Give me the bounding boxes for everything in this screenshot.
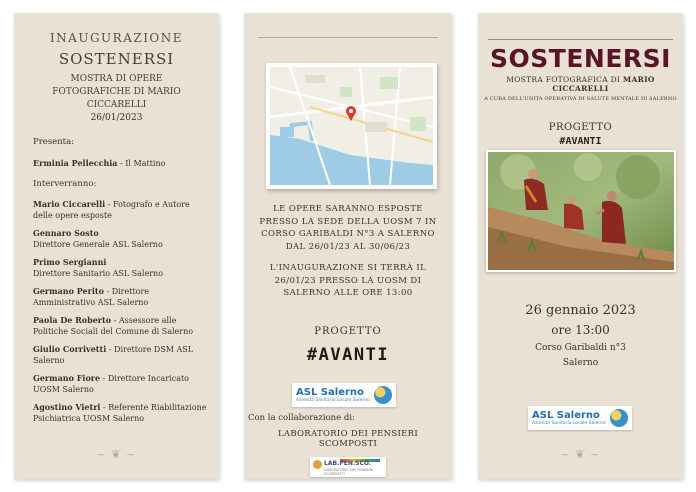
inaugurazione-heading: INAUGURAZIONE [49,31,184,45]
divider [258,37,438,38]
avanti-hashtag: #AVANTI [306,345,390,365]
speaker-item [33,344,211,366]
speaker-item [33,402,211,424]
asl-name-2: Salerno [553,409,600,421]
cover-subtitle [478,75,683,93]
lab-logo-text: LAB.PEN.SCO. [324,460,372,467]
speaker-list [33,199,219,424]
presenter [33,158,219,168]
progetto-label: PROGETTO [314,326,382,337]
progetto-label: PROGETTO [548,122,613,133]
speaker-item [33,315,211,337]
speaker-role: - Fotografo e Autore delle opere esposte [33,200,190,220]
speaker-name: Giulio Corrivetti [33,344,107,354]
event-time: ore 13:00 [551,323,610,337]
monks-photo [486,150,676,272]
collab-name: LABORATORIO DEI PENSIERI SCOMPOSTI [277,429,419,449]
presenter-name: Erminia Pellecchia [33,158,118,168]
collaboration [248,413,448,449]
asl-subtitle: Azienda Sanitaria Locale Salerno [532,420,606,426]
swirl-ornament-icon: ~ ❦ ~ [96,448,137,461]
intervengono-label: Interverranno: [33,179,97,189]
photo-graphic [488,152,674,270]
asl-name-1: ASL [532,409,554,421]
speaker-name: Mario Ciccarelli [33,199,106,209]
left-panel [14,13,219,479]
inauguration-text: L'INAUGURAZIONE SI TERRÀ IL 26/01/23 PRESSO LA UOSM DI SALERNO ALLE ORE 13:00 [269,263,427,298]
speaker-role: - Assessore alle Politiche Sociali del Comune di Salerno [33,316,194,336]
swirl-ornament-icon: ~ ❦ ~ [560,448,601,461]
cover-title: SOSTENERSI [490,44,671,73]
speaker-role: - Referente Riabilitazione Psichiatrica UOSM Salerno [33,403,207,423]
exhibition-subtitle: MOSTRA DI OPERE FOTOGRAFICHE DI MARIO CICCARELLI [52,74,181,110]
asl-globe-icon [374,386,392,404]
asl-subtitle: Azienda Sanitaria Locale Salerno [296,397,370,403]
speaker-item [33,199,211,221]
asl-name-1: ASL [296,386,318,398]
speaker-name: Paola De Roberto [33,315,112,325]
speaker-role: - Direttore Amministrativo ASL Salerno [33,287,150,307]
asl-name-2: Salerno [317,386,364,398]
exhibition-date: 26/01/2023 [90,113,143,123]
lab-logo [310,457,386,477]
event-address: Corso Garibaldi n°3 [535,343,626,353]
speaker-name: Germano Fiore [33,373,101,383]
speaker-name: Primo Sergianni [33,257,107,267]
speaker-name: Gennaro Sosto [33,228,99,238]
speaker-name: Agostino Vietri [33,402,101,412]
presenter-role: - Il Mattino [117,159,166,168]
middle-panel [244,13,452,479]
location-map [266,63,437,189]
presenta-label: Presenta: [33,137,75,147]
cover-subtitle-2: A CURA DELL'UNITÀ OPERATIVA DI SALUTE MENTALE DI SALERNO [484,96,677,102]
lab-logo-subtext: LABORATORIO DEI PENSIERI SCOMPOSTI [324,468,374,476]
divider [488,39,673,40]
map-graphic [270,67,433,185]
speaker-role: Direttore Generale ASL Salerno [33,239,163,249]
cover-subtitle-author: MARIO CICCARELLI [552,75,655,93]
event-city: Salerno [562,358,599,368]
speaker-item [33,373,211,395]
speaker-item [33,228,211,250]
asl-logo [292,383,396,407]
speaker-item [33,286,211,308]
speaker-role: - Direttore Incaricato UOSM Salerno [33,374,189,394]
cover-subtitle-prefix: MOSTRA FOTOGRAFICA DI [506,75,623,84]
asl-logo [528,406,632,430]
exhibition-title: SOSTENERSI [58,50,175,68]
speaker-name: Germano Perito [33,286,104,296]
event-date: 26 gennaio 2023 [525,303,636,318]
right-panel [478,13,683,479]
collab-label: Con la collaborazione di: [248,413,355,423]
speaker-item [33,257,211,279]
speaker-role: Direttore Sanitario ASL Salerno [33,268,164,278]
avanti-hashtag: #AVANTI [559,136,602,147]
asl-globe-icon [610,409,628,427]
lab-logo-icon [313,460,322,469]
exhibition-info [256,203,440,309]
exhibition-location-text: LE OPERE SARANNO ESPOSTE PRESSO LA SEDE DELLA UOSM 7 IN CORSO GARIBALDI N°3 A SALERNO DAL 26/01/23 AL 30/06/23 [259,204,437,252]
speaker-role: - Direttore DSM ASL Salerno [33,345,194,365]
